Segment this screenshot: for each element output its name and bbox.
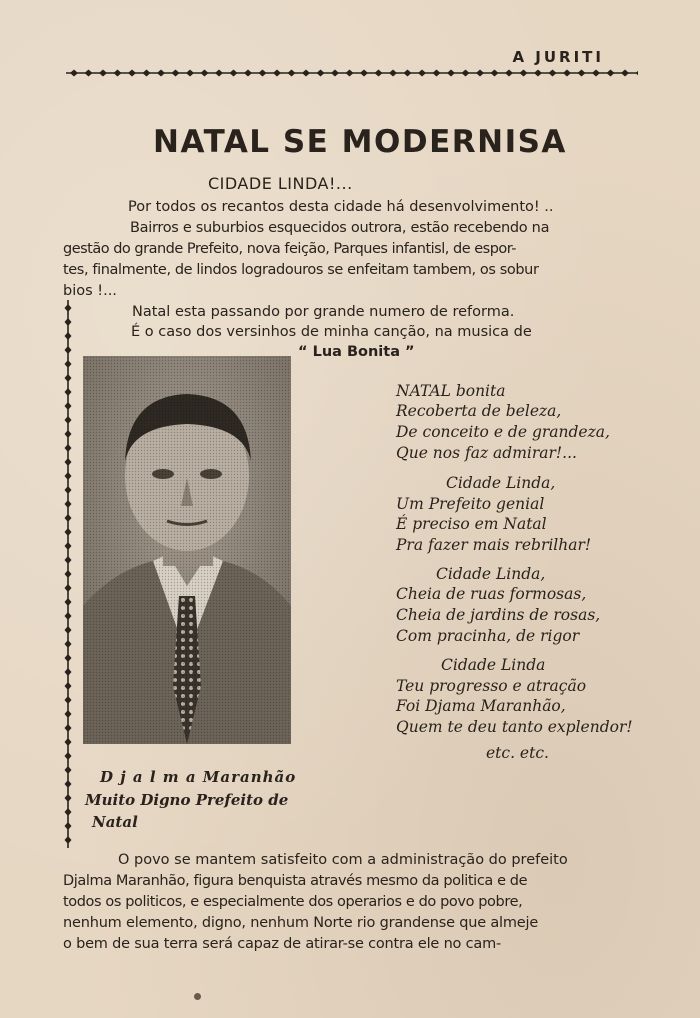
- poem-line: Cidade Linda,: [436, 565, 546, 583]
- intro-line: Bairros e suburbios esquecidos outrora, estão recebendo na: [130, 220, 550, 236]
- poem-line: Quem te deu tanto explendor!: [396, 718, 633, 736]
- poem-line: Teu progresso e atração: [396, 677, 587, 695]
- closing-line: Djalma Maranhão, figura benquista através mesmo da politica e de: [63, 873, 528, 889]
- poem-line: Cidade Linda,: [446, 474, 556, 492]
- closing-line: todos os politicos, e especialmente dos operarios e do povo pobre,: [63, 894, 523, 910]
- photo-caption-name: D j a l m a Maranhão: [100, 768, 297, 786]
- photo-caption-city: Natal: [92, 813, 138, 831]
- poem-line: É preciso em Natal: [396, 515, 547, 533]
- poem-line: Um Prefeito genial: [396, 495, 545, 513]
- photo-caption-title: Muito Digno Prefeito de: [85, 791, 289, 809]
- sidebar-ornament-rule: [64, 300, 72, 848]
- song-name: “ Lua Bonita ”: [298, 344, 415, 360]
- article-title: NATAL SE MODERNISA: [153, 124, 567, 160]
- poem-line: Pra fazer mais rebrilhar!: [396, 536, 592, 554]
- poem-line: Recoberta de beleza,: [396, 402, 562, 420]
- poem-line: Com pracinha, de rigor: [396, 627, 580, 645]
- closing-line: nenhum elemento, digno, nenhum Norte rio grandense que almeje: [63, 915, 539, 931]
- intro-line: tes, finalmente, de lindos logradouros se enfeitam tambem, os sobur: [63, 262, 539, 278]
- article-subtitle: CIDADE LINDA!...: [208, 174, 353, 193]
- poem-line: Cheia de ruas formosas,: [396, 585, 587, 603]
- intro-line: Por todos os recantos desta cidade há desenvolvimento! ..: [128, 199, 554, 215]
- poem-line: NATAL bonita: [396, 382, 506, 400]
- intro-line: bios !...: [63, 283, 117, 299]
- mayor-portrait-photo: [83, 356, 291, 744]
- poem-line: De conceito e de grandeza,: [396, 423, 610, 441]
- intro-line: gestão do grande Prefeito, nova feição, Parques infantisl, de espor-: [63, 241, 517, 257]
- poem-line: etc. etc.: [486, 744, 549, 762]
- header-ornament-rule: [66, 66, 638, 80]
- poem-line: Que nos faz admirar!...: [396, 444, 577, 462]
- publication-name: A JURITI: [512, 48, 604, 66]
- poem-line: Cidade Linda: [441, 656, 546, 674]
- lead-line: Natal esta passando por grande numero de reforma.: [132, 304, 515, 320]
- poem-line: Foi Djama Maranhão,: [396, 697, 566, 715]
- closing-line: O povo se mantem satisfeito com a administração do prefeito: [118, 852, 568, 868]
- closing-line: o bem de sua terra será capaz de atirar-se contra ele no cam-: [63, 936, 502, 952]
- poem-line: Cheia de jardins de rosas,: [396, 606, 601, 624]
- page-blemish-dot: [194, 993, 201, 1000]
- lead-line: É o caso dos versinhos de minha canção, na musica de: [131, 324, 532, 340]
